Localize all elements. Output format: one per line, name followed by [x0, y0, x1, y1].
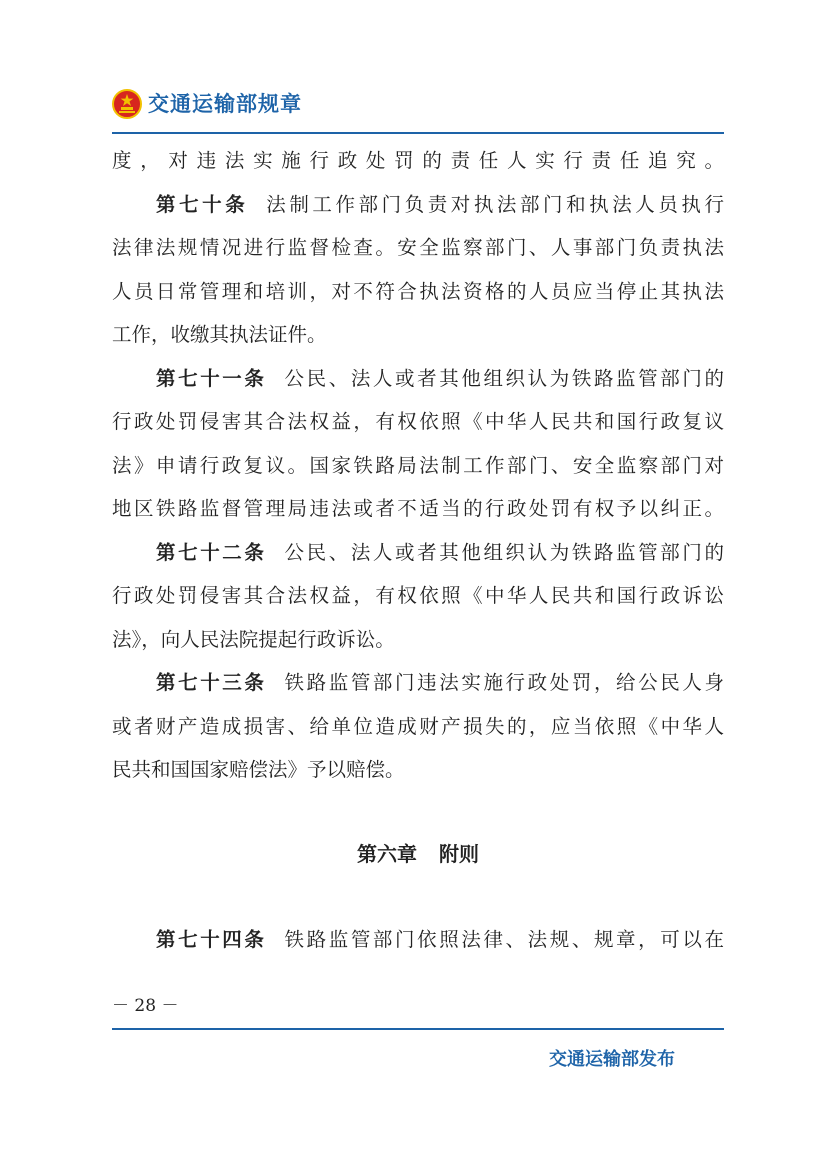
header-title: 交通运输部规章 — [148, 92, 302, 116]
article-73-number: 第七十三条 — [156, 671, 267, 694]
article-73-line-2: 或者财产造成损害、给单位造成财产损失的，应当依照《中华人 — [112, 714, 724, 738]
article-71-line-3: 法》申请行政复议。国家铁路局法制工作部门、安全监察部门对 — [112, 453, 724, 477]
article-72-line-2: 行政处罚侵害其合法权益，有权依照《中华人民共和国行政诉讼 — [112, 584, 724, 607]
article-70-line-4: 工作，收缴其执法证件。 — [112, 323, 327, 346]
chapter-number: 第六章 — [357, 842, 417, 866]
header-divider — [112, 132, 724, 134]
document-body — [112, 139, 724, 792]
article-69-tail-line: 度，对违法实施行政处罚的责任人实行责任追究。 — [112, 149, 724, 172]
article-71-line-4: 地区铁路监督管理局违法或者不适当的行政处罚有权予以纠正。 — [112, 497, 724, 520]
page-number: － 28 － — [112, 996, 179, 1016]
article-72-line-3: 法》，向人民法院提起行政诉讼。 — [112, 627, 395, 651]
page-header — [112, 86, 724, 134]
footer-divider — [112, 1028, 724, 1030]
article-74 — [112, 918, 724, 962]
article-71-line-2: 行政处罚侵害其合法权益，有权依照《中华人民共和国行政复议 — [112, 410, 724, 433]
article-73-line-3: 民共和国国家赔偿法》予以赔偿。 — [112, 758, 405, 781]
article-70-line-3: 人员日常管理和培训，对不符合执法资格的人员应当停止其执法 — [112, 279, 724, 303]
national-emblem-icon — [112, 89, 142, 119]
article-71-text-1: 公民、法人或者其他组织认为铁路监管部门的 — [284, 366, 724, 390]
footer-publisher: 交通运输部发布 — [549, 1049, 675, 1070]
chapter-heading — [112, 836, 724, 872]
article-74-text-1: 铁路监管部门依照法律、法规、规章，可以在 — [284, 928, 724, 951]
article-74-line-1 — [112, 918, 724, 962]
article-70-line-2: 法律法规情况进行监督检查。安全监察部门、人事部门负责执法 — [112, 236, 724, 259]
article-70-text-1: 法制工作部门负责对执法部门和执法人员执行 — [266, 192, 724, 216]
article-72-line-1 — [112, 531, 724, 575]
article-73-line-1 — [112, 661, 724, 705]
article-71-line-1 — [112, 357, 724, 401]
article-74-number: 第七十四条 — [156, 928, 267, 951]
chapter-title: 附则 — [439, 842, 479, 866]
article-72-text-1: 公民、法人或者其他组织认为铁路监管部门的 — [284, 540, 724, 564]
article-70-line-1 — [112, 183, 724, 227]
article-73-text-1: 铁路监管部门违法实施行政处罚，给公民人身 — [284, 671, 724, 694]
article-71-number: 第七十一条 — [156, 366, 267, 390]
article-72-number: 第七十二条 — [156, 540, 267, 564]
article-70-number: 第七十条 — [156, 192, 249, 216]
